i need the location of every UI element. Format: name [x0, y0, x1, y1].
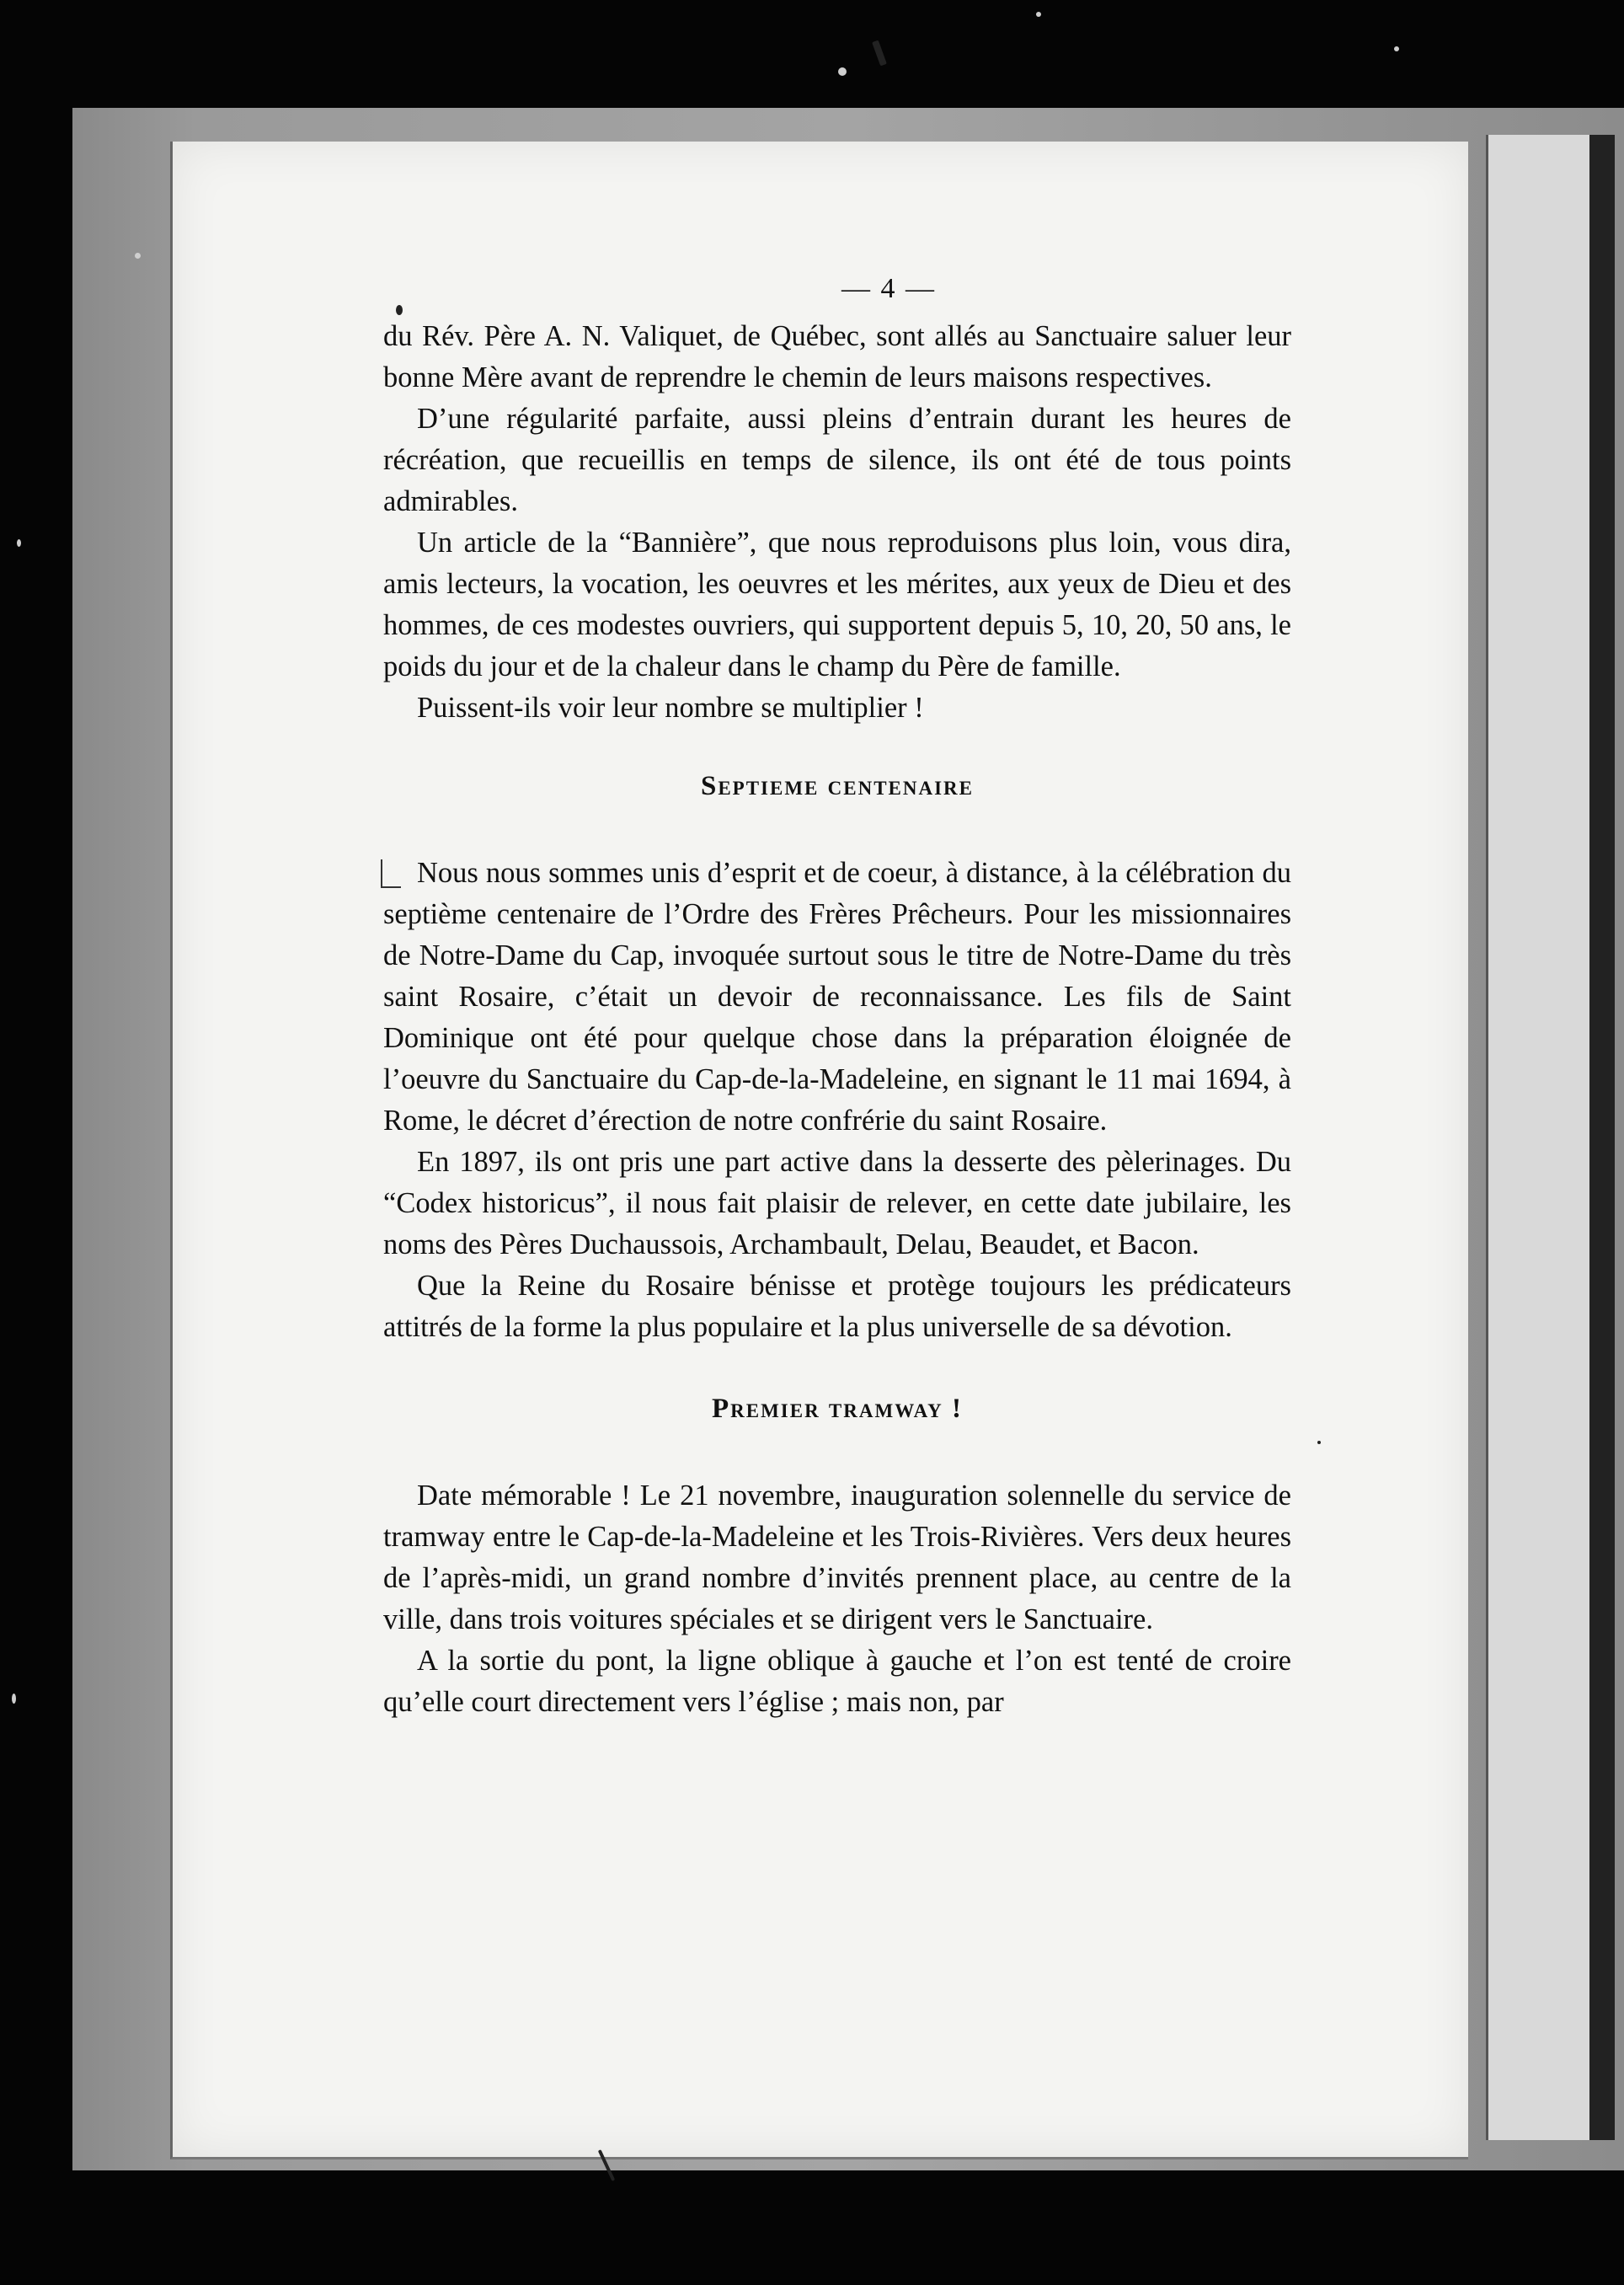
scan-speck [17, 539, 21, 547]
paragraph: Un article de la “Bannière”, que nous reproduisons plus loin, vous dira, amis lecteurs, la vocation, les oeuvres et les mérites, aux yeux de Dieu et des hommes, de ces modestes ouvriers, qui supportent depuis 5, 10, 20, 50 ans, le poids du jour et de la chaleur dans le champ du Père de famille. [383, 527, 1291, 682]
paragraph: du Rév. Père A. N. Valiquet, de Québec, sont allés au Sanctuaire saluer leur bonne Mère avant de reprendre le chemin de leurs maisons respectives. [383, 320, 1291, 393]
paragraph: Puissent-ils voir leur nombre se multiplier ! [417, 692, 924, 724]
scan-speck [135, 253, 141, 259]
paragraph: Nous nous sommes unis d’esprit et de coeur, à distance, à la célébration du septième centenaire de l’Ordre des Frères Prêcheurs. Pour les missionnaires de Notre-Dame du Cap, invoquée surtout sous le titre de Notre-Dame du très saint Rosaire, c’était un devoir de reconnaissance. Les fils de Saint Dominique ont été pour quelque chose dans la préparation éloignée de l’oeuvre du Sanctuaire du Cap-de-la-Madeleine, en signant le 11 mai 1694, à Rome, le décret d’érection de notre confrérie du saint Rosaire. [383, 857, 1291, 1137]
page-text [383, 268, 1291, 1723]
section-heading-premier: Premier tramway ! [711, 1394, 964, 1424]
scan-speck [838, 67, 847, 76]
scan-speck [12, 1694, 16, 1704]
paragraph: Que la Reine du Rosaire bénisse et protège toujours les prédicateurs attitrés de la forme la plus populaire et la plus universelle de sa dévotion. [383, 1270, 1291, 1343]
page-number: — 4 — [841, 273, 936, 304]
section-heading-septieme: Septieme centenaire [700, 771, 975, 801]
paragraph: En 1897, ils ont pris une part active dans la desserte des pèlerinages. Du “Codex historicus”, il nous fait plaisir de relever, en cette date jubilaire, les noms des Pères Duchaussois, Archambault, Delau, Beaudet, et Bacon. [383, 1146, 1291, 1260]
scan-speck [872, 40, 887, 67]
scan-speck [1394, 46, 1399, 51]
scan-speck [1317, 1441, 1321, 1444]
scan-speck [1036, 12, 1041, 17]
paragraph: A la sortie du pont, la ligne oblique à gauche et l’on est tenté de croire qu’elle court directement vers l’église ; mais non, par [383, 1645, 1291, 1718]
adjacent-page-edge [1486, 135, 1615, 2140]
paragraph: D’une régularité parfaite, aussi pleins d’entrain durant les heures de récréation, que recueillis en temps de silence, ils ont été de tous points admirables. [383, 403, 1291, 517]
binding-shadow [1589, 135, 1615, 2140]
paragraph: Date mémorable ! Le 21 novembre, inauguration solennelle du service de tramway entre le Cap-de-la-Madeleine et les Trois-Rivières. Vers deux heures de l’après-midi, un grand nombre d’invités prennent place, au centre de la ville, dans trois voitures spéciales et se dirigent vers le Sanctuaire. [383, 1480, 1291, 1635]
